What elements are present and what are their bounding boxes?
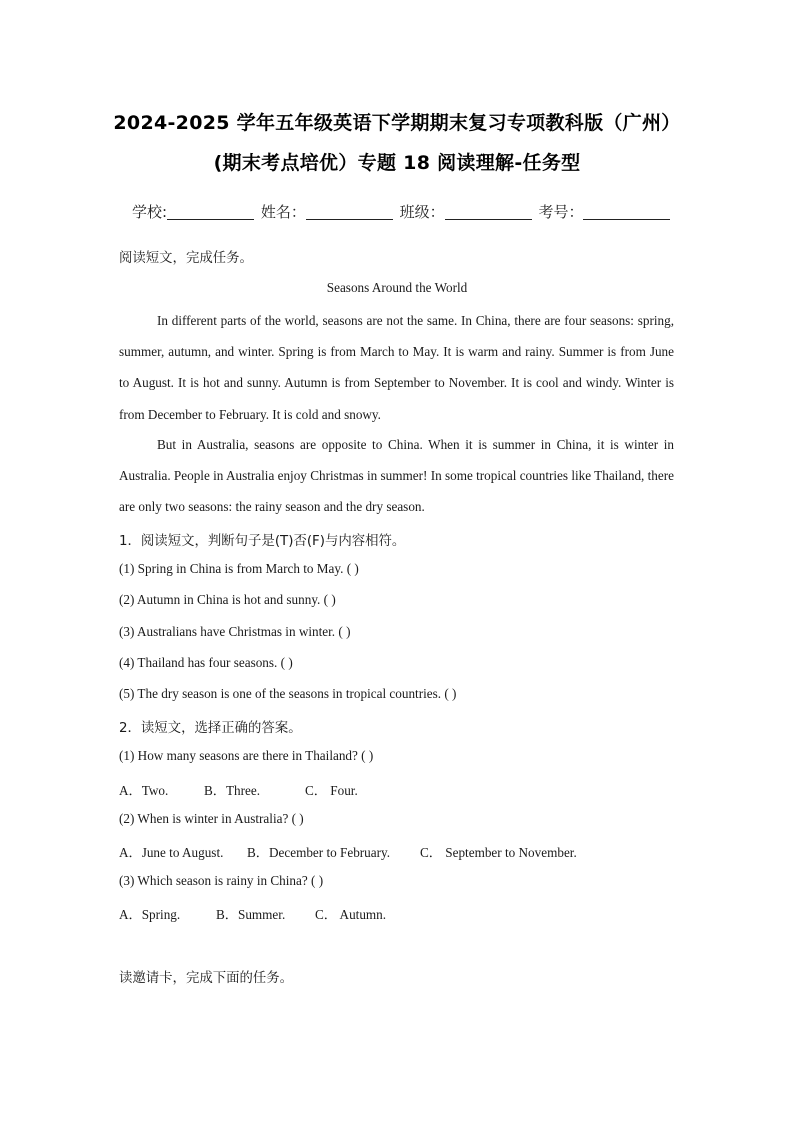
task2-heading: 2．读短文，选择正确的答案。 bbox=[119, 721, 302, 736]
mc-question-2: (2) When is winter in Australia? ( ) bbox=[119, 811, 304, 826]
mc-question-1: (1) How many seasons are there in Thailand? ( ) bbox=[119, 748, 374, 763]
option-c[interactable]: C． September to November. bbox=[420, 845, 577, 860]
mc-question-2-options bbox=[119, 842, 577, 861]
section1-instruction: 阅读短文，完成任务。 bbox=[119, 251, 253, 266]
option-a[interactable]: A．June to August. bbox=[119, 845, 224, 860]
mc-question-3: (3) Which season is rainy in China? ( ) bbox=[119, 873, 324, 888]
passage-title: Seasons Around the World bbox=[326, 280, 468, 295]
exam-number-blank[interactable] bbox=[583, 204, 670, 220]
student-info-row bbox=[132, 201, 672, 222]
school-label: 学校: bbox=[132, 203, 168, 221]
option-c[interactable]: C． Four. bbox=[305, 783, 358, 798]
page-subtitle: (期末考点培优）专题 18 阅读理解-任务型 bbox=[213, 152, 581, 174]
section2-instruction: 读邀请卡，完成下面的任务。 bbox=[119, 971, 294, 986]
option-b[interactable]: B．December to February. bbox=[247, 845, 391, 860]
class-blank[interactable] bbox=[445, 204, 532, 220]
tf-question-4: (4) Thailand has four seasons. ( ) bbox=[119, 655, 293, 670]
paragraph-1-text: In different parts of the world, seasons are not the same. In China, there are four seasons: spring, summer, autumn, and winter. Spring is from March to May. It is warm and rainy. Summer is from June to August. It is hot and sunny. Autumn is from September to November. It is cool and windy. Winter is from December to February. It is cold and snowy. bbox=[119, 313, 674, 422]
option-b[interactable]: B．Three. bbox=[204, 783, 261, 798]
passage-paragraph-2 bbox=[119, 429, 674, 523]
paragraph-2-text: But in Australia, seasons are opposite to China. When it is summer in China, it is winter in Australia. People in Australia enjoy Christmas in summer! In some tropical countries like Thailand, there are only two seasons: the rainy season and the dry season. bbox=[119, 437, 674, 515]
option-a[interactable]: A．Spring. bbox=[119, 907, 181, 922]
mc-question-3-options bbox=[119, 904, 386, 923]
passage-paragraph-1 bbox=[119, 305, 674, 430]
exam-number-label: 考号： bbox=[538, 203, 584, 221]
name-blank[interactable] bbox=[306, 204, 393, 220]
option-c[interactable]: C． Autumn. bbox=[315, 907, 387, 922]
school-blank[interactable] bbox=[167, 204, 254, 220]
option-b[interactable]: B．Summer. bbox=[216, 907, 286, 922]
tf-question-5: (5) The dry season is one of the seasons in tropical countries. ( ) bbox=[119, 686, 457, 701]
class-label: 班级： bbox=[399, 203, 445, 221]
tf-question-1: (1) Spring in China is from March to May. ( ) bbox=[119, 561, 359, 576]
tf-question-3: (3) Australians have Christmas in winter. ( ) bbox=[119, 624, 351, 639]
task1-heading: 1．阅读短文，判断句子是(T)否(F)与内容相符。 bbox=[119, 534, 406, 549]
tf-question-2: (2) Autumn in China is hot and sunny. ( ) bbox=[119, 592, 336, 607]
mc-question-1-options bbox=[119, 780, 358, 799]
page-title: 2024-2025 学年五年级英语下学期期末复习专项教科版（广州） bbox=[113, 112, 681, 134]
name-label: 姓名： bbox=[260, 203, 306, 221]
option-a[interactable]: A．Two. bbox=[119, 783, 169, 798]
